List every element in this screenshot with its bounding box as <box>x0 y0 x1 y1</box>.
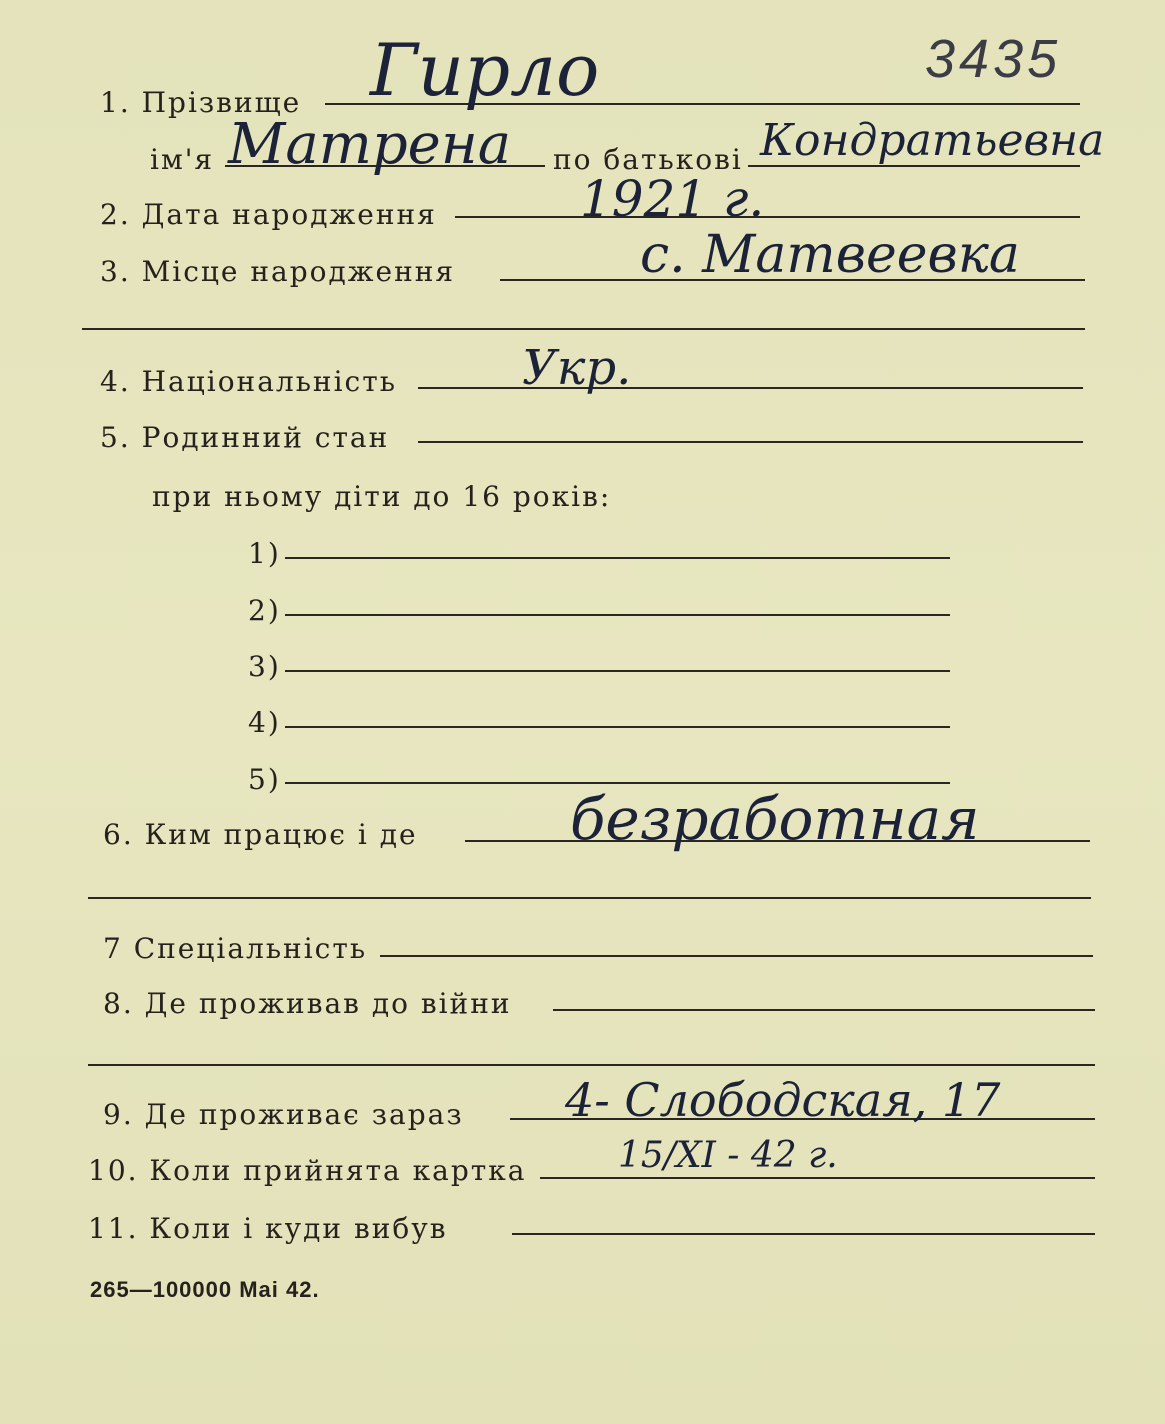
prewar-residence-line <box>553 1009 1095 1011</box>
name-value: Матрена <box>228 112 512 177</box>
child-3-line <box>285 670 950 672</box>
family-status-line <box>418 441 1083 443</box>
prewar-residence-label: 8. Де проживав до війни <box>103 987 512 1020</box>
birth-date-line <box>455 216 1080 218</box>
child-4-label: 4) <box>248 706 281 739</box>
child-4-line <box>285 726 950 728</box>
patronymic-value: Кондратьевна <box>760 115 1105 166</box>
nationality-value: Укр. <box>522 340 632 396</box>
birth-place-value: с. Матвеевка <box>640 225 1020 285</box>
work-line-2 <box>88 897 1091 899</box>
family-status-label: 5. Родинний стан <box>100 421 390 454</box>
child-2-line <box>285 614 950 616</box>
name-label: ім'я <box>150 143 215 176</box>
work-label: 6. Ким працює і де <box>103 818 418 851</box>
patronymic-label: по батькові <box>553 143 743 176</box>
current-residence-value: 4- Слободская, 17 <box>565 1073 1001 1127</box>
birth-place-line-2 <box>82 328 1085 330</box>
card-accepted-line <box>540 1177 1095 1179</box>
child-3-label: 3) <box>248 650 281 683</box>
child-2-label: 2) <box>248 594 281 627</box>
surname-value: Гирло <box>370 28 600 112</box>
child-5-line <box>285 782 950 784</box>
speciality-label: 7 Спеціальність <box>103 932 368 965</box>
child-1-line <box>285 557 950 559</box>
child-1-label: 1) <box>248 537 281 570</box>
departed-line <box>512 1233 1095 1235</box>
child-5-label: 5) <box>248 763 281 796</box>
birth-date-value: 1921 г. <box>580 170 765 228</box>
prewar-residence-line-2 <box>88 1064 1095 1066</box>
nationality-line <box>418 387 1083 389</box>
work-value: безработная <box>570 785 980 853</box>
print-code: 265—100000 Mai 42. <box>90 1277 320 1302</box>
speciality-line <box>380 955 1093 957</box>
current-residence-label: 9. Де проживає зараз <box>103 1098 464 1131</box>
birth-date-label: 2. Дата народження <box>100 198 437 231</box>
archive-number: 3435 <box>925 29 1062 89</box>
departed-label: 11. Коли і куди вибув <box>88 1212 448 1245</box>
card-accepted-label: 10. Коли прийнята картка <box>88 1154 527 1187</box>
birth-place-label: 3. Місце народження <box>100 255 456 288</box>
nationality-label: 4. Національність <box>100 365 397 398</box>
surname-label: 1. Прізвище <box>100 86 302 119</box>
card-accepted-value: 15/XI - 42 г. <box>618 1135 838 1176</box>
children-label: при ньому діти до 16 років: <box>152 480 612 513</box>
